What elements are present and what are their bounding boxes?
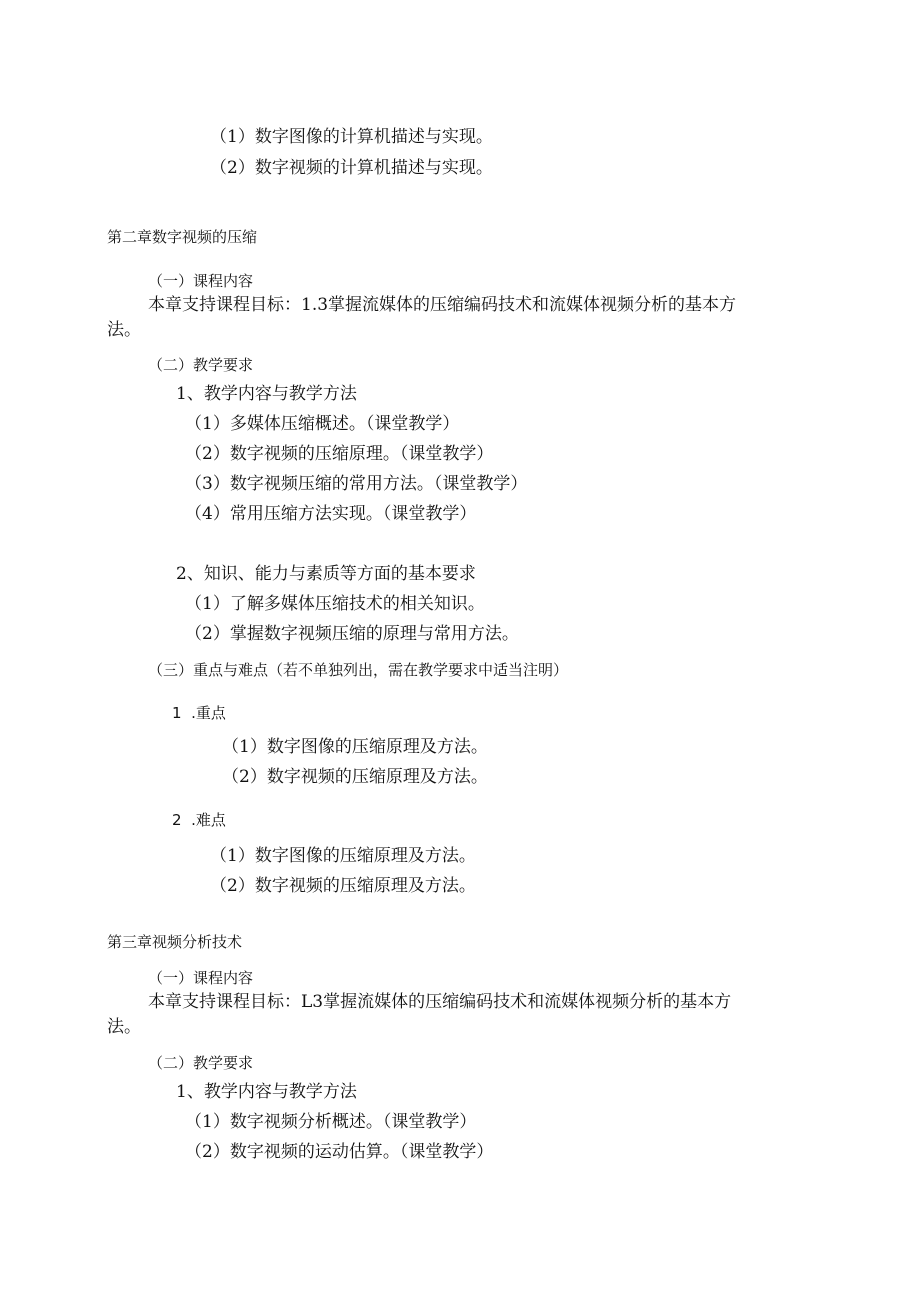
subsection-title: 1 .重点 [172,704,226,722]
list-item: （3）数字视频压缩的常用方法。（课堂教学） [185,474,528,494]
list-item: （2）掌握数字视频压缩的原理与常用方法。 [185,624,519,644]
section-heading: （三）重点与难点（若不单独列出，需在教学要求中适当注明） [148,661,569,679]
subsection-title: 1、教学内容与教学方法 [176,1082,357,1102]
subsection-title: 1、教学内容与教学方法 [176,384,357,404]
subsection-title: 2、知识、能力与素质等方面的基本要求 [176,564,476,584]
section-heading: （二）教学要求 [148,1054,254,1072]
section-heading: （一）课程内容 [148,272,254,290]
paragraph-line: 法。 [107,1017,141,1037]
subsection-title: 2 .难点 [172,811,226,829]
list-item: （2）数字视频的压缩原理。（课堂教学） [185,444,494,464]
list-item: （1）数字图像的计算机描述与实现。 [210,127,493,147]
list-item: （1）了解多媒体压缩技术的相关知识。 [185,594,485,614]
list-item: （4）常用压缩方法实现。（课堂教学） [185,504,477,524]
paragraph-line: 法。 [107,320,141,340]
list-item: （2）数字视频的计算机描述与实现。 [210,158,493,178]
section-heading: （一）课程内容 [148,969,254,987]
chapter-title: 第二章数字视频的压缩 [107,228,258,246]
list-item: （1）数字图像的压缩原理及方法。 [210,846,476,866]
section-heading: （二）教学要求 [148,356,254,374]
list-item: （2）数字视频的运动估算。（课堂教学） [185,1142,494,1162]
list-item: （1）数字视频分析概述。（课堂教学） [185,1112,477,1132]
list-item: （2）数字视频的压缩原理及方法。 [222,767,488,787]
paragraph-line: 本章支持课程目标：1.3掌握流媒体的压缩编码技术和流媒体视频分析的基本方 [148,295,737,315]
chapter-title: 第三章视频分析技术 [107,933,243,951]
list-item: （1）多媒体压缩概述。（课堂教学） [185,414,460,434]
list-item: （2）数字视频的压缩原理及方法。 [210,876,476,896]
paragraph-line: 本章支持课程目标：L3掌握流媒体的压缩编码技术和流媒体视频分析的基本方 [148,992,732,1012]
list-item: （1）数字图像的压缩原理及方法。 [222,737,488,757]
